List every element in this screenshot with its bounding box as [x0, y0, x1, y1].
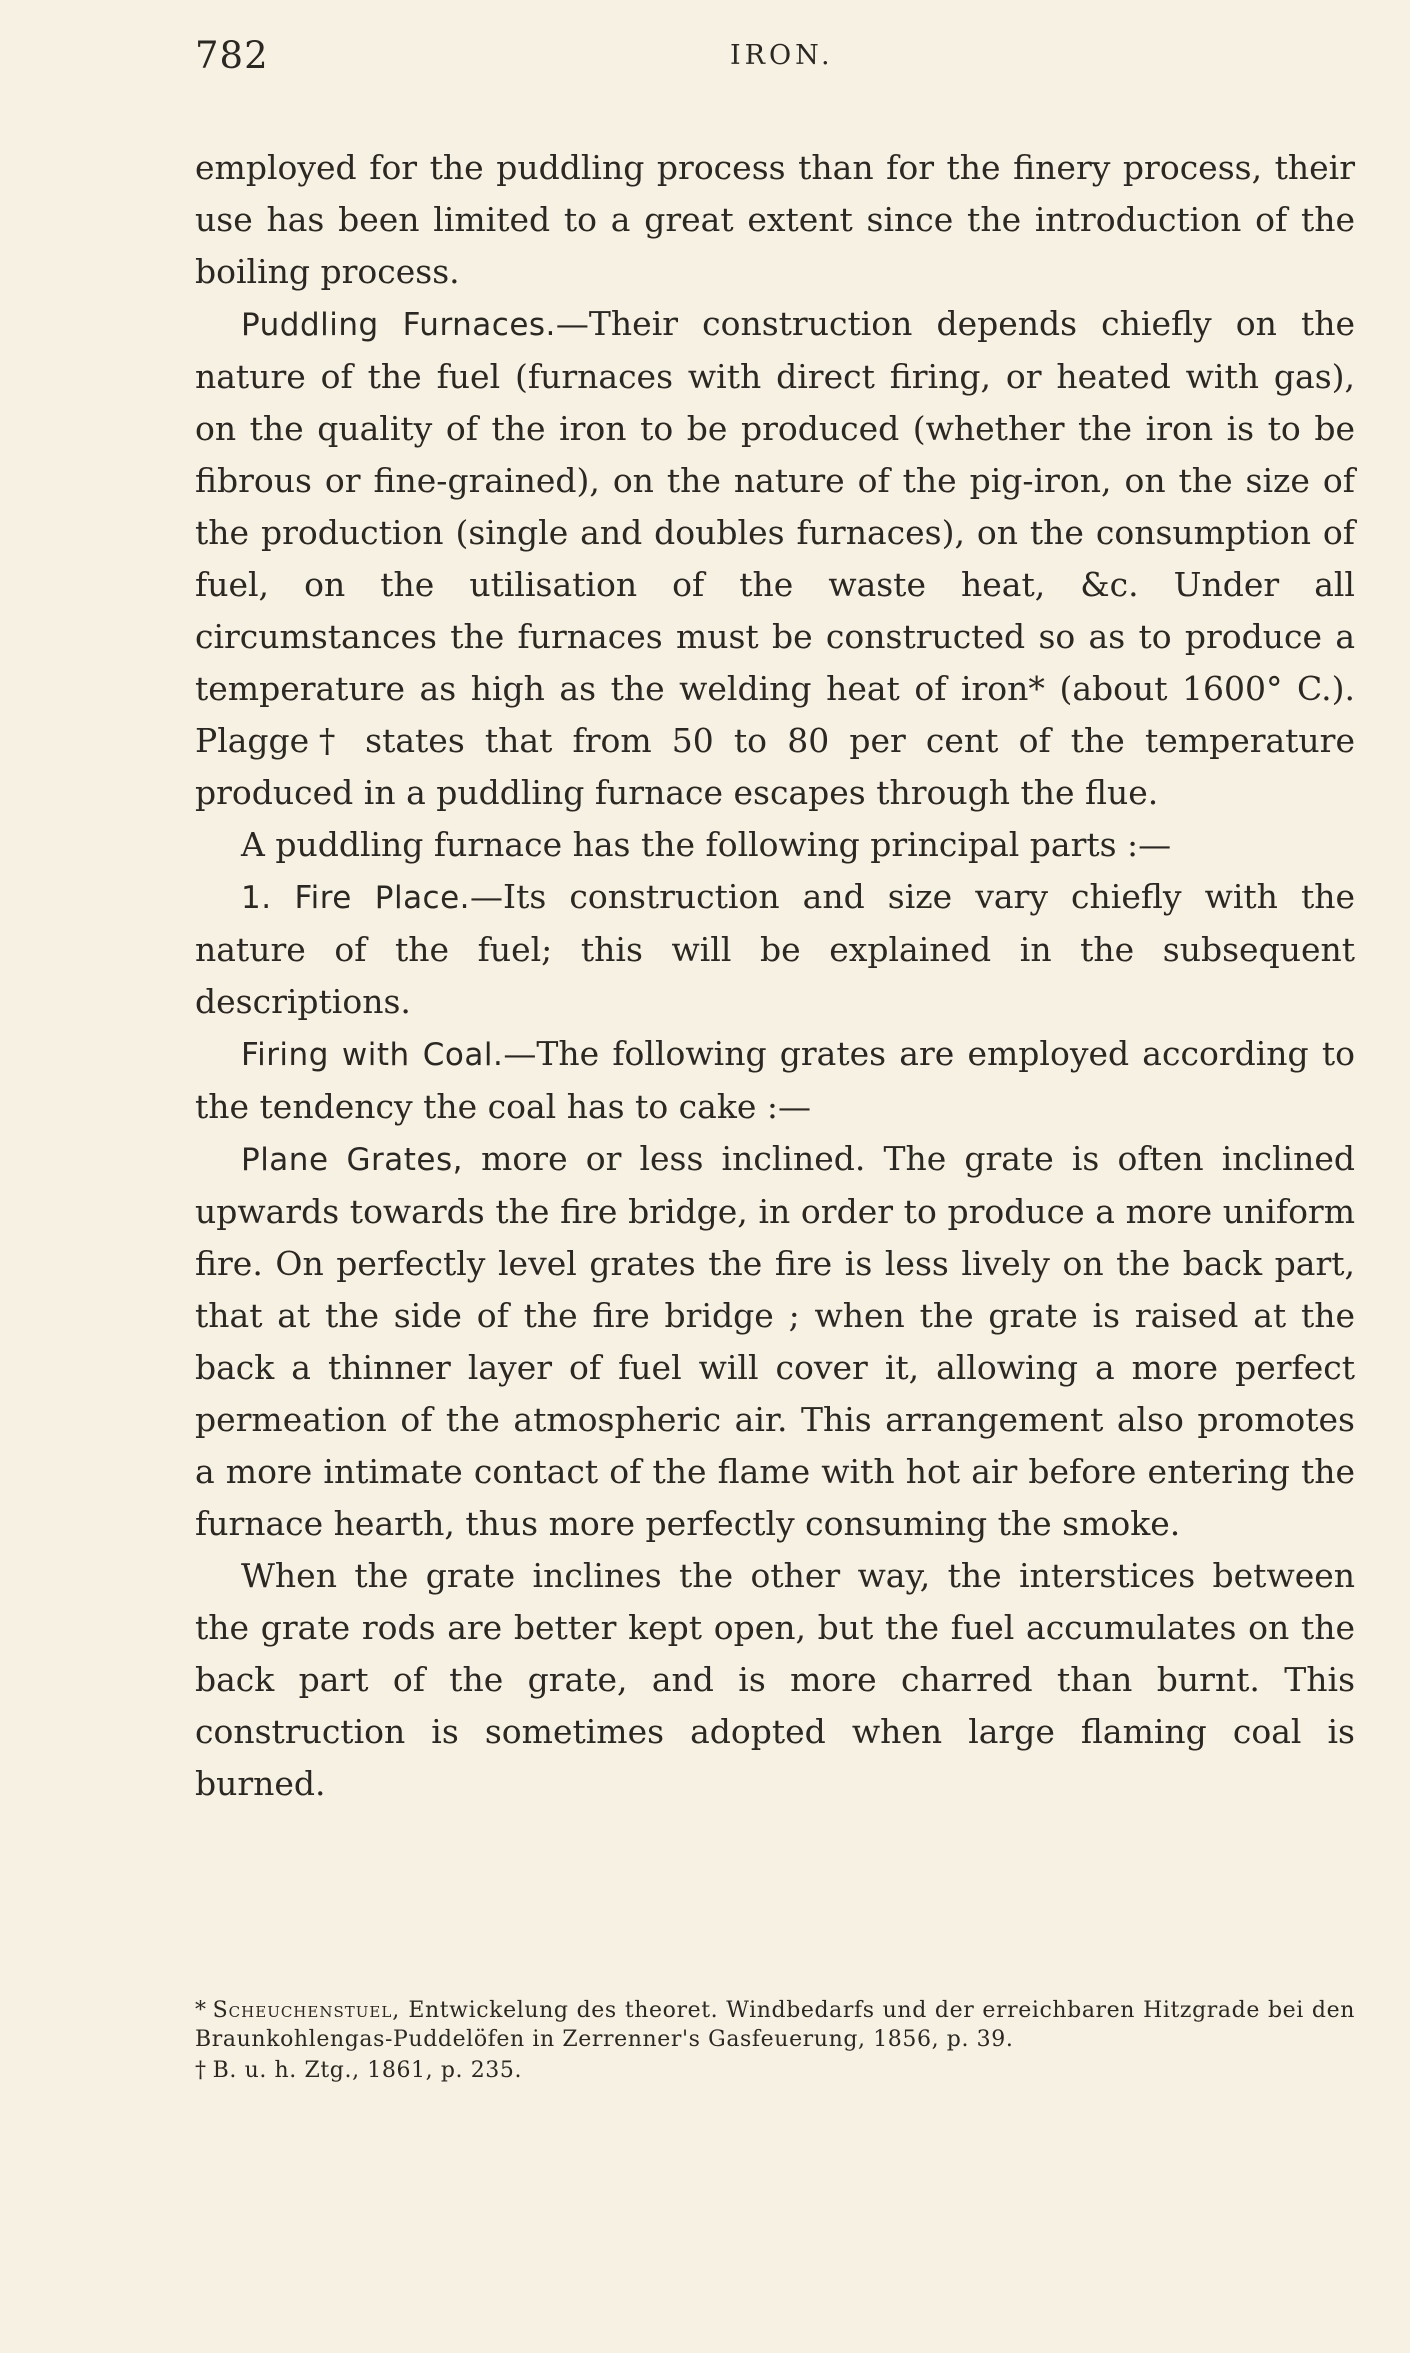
- paragraph-text: employed for the puddling process than for the finery process, their use has been limited to a great extent since the introduction of the boiling process.: [195, 148, 1355, 291]
- book-page: [195, 34, 1355, 1810]
- paragraph-heading: 1. Fire Place.: [241, 880, 471, 916]
- paragraph-heading: Firing with Coal.: [241, 1037, 504, 1073]
- footnote-author: Scheuchenstuel,: [212, 1998, 401, 2023]
- paragraph-firing-with-coal: [195, 1028, 1355, 1133]
- page-header: [195, 34, 1355, 100]
- footnote-marker: †: [195, 2058, 207, 2083]
- paragraph-text: When the grate inclines the other way, the interstices between the grate rods are better kept open, but the fuel accumulates on the back part of the grate, and is more charred than burnt. This construction is sometimes adopted when large flaming coal is burned.: [195, 1556, 1355, 1803]
- page-number: 782: [195, 34, 269, 77]
- paragraph-text: A puddling furnace has the following principal parts :—: [241, 825, 1172, 864]
- paragraph-puddling-furnaces: [195, 298, 1355, 819]
- footnote-text: B. u. h. Ztg., 1861, p. 235.: [212, 2058, 523, 2083]
- paragraph-text: —Its construction and size vary chiefly with the nature of the fuel; this will be explained in the subsequent descriptions.: [195, 877, 1356, 1021]
- footnote-1: [195, 1996, 1355, 2054]
- footnote-text: Entwickelung des theoret. Windbedarfs und der erreichbaren Hitzgrade bei den Braunkohlengas-Puddelöfen in Zerrenner's Gasfeuerung, 1856, p. 39.: [195, 1998, 1355, 2052]
- paragraph-heading: Puddling Furnaces.: [241, 307, 556, 343]
- paragraph-fire-place: [195, 871, 1355, 1028]
- footnotes: [195, 1996, 1355, 2087]
- paragraph-text: more or less inclined. The grate is often inclined upwards towards the fire bridge, in order to produce a more uniform fire. On perfectly level grates the fire is less lively on the back part, that at the side of the fire bridge ; when the grate is raised at the back a thinner layer of fuel will cover it, allowing a more perfect permeation of the atmospheric air. This arrangement also promotes a more intimate contact of the flame with hot air before entering the furnace hearth, thus more perfectly consuming the smoke.: [195, 1139, 1356, 1543]
- paragraph-heading: Plane Grates,: [241, 1142, 464, 1178]
- running-title: IRON.: [730, 40, 834, 71]
- paragraph-text: —The following grates are employed according to the tendency the coal has to cake :—: [195, 1034, 1355, 1126]
- paragraph-principal-parts: [195, 819, 1355, 871]
- footnote-2: [195, 2056, 1355, 2085]
- body-text: [195, 142, 1355, 1810]
- paragraph-grate-inclines: [195, 1550, 1355, 1810]
- footnote-marker: *: [195, 1998, 207, 2023]
- paragraph-text: —Their construction depends chiefly on the nature of the fuel (furnaces with direct firing, or heated with gas), on the quality of the iron to be produced (whether the iron is to be fibrous or fine-grained), on the nature of the pig-iron, on the size of the production (single and doubles furnaces), on the consumption of fuel, on the utilisation of the waste heat, &c. Under all circumstances the furnaces must be constructed so as to produce a temperature as high as the welding heat of iron* (about 1600° C.). Plagge† states that from 50 to 80 per cent of the temperature produced in a puddling furnace escapes through the flue.: [195, 304, 1356, 812]
- paragraph-continuation: [195, 142, 1355, 298]
- paragraph-plane-grates: [195, 1133, 1355, 1550]
